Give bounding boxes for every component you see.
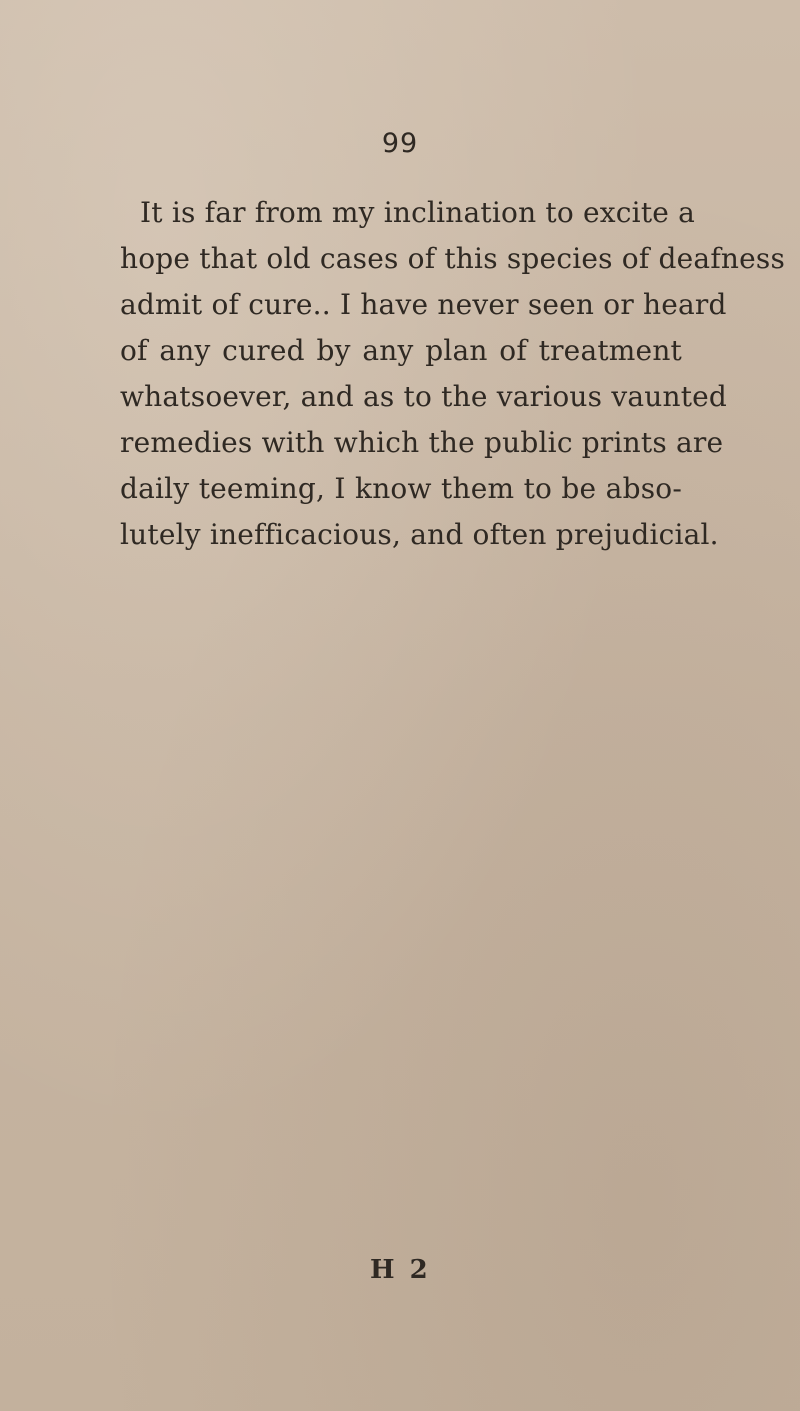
page-number: 99 bbox=[381, 128, 419, 159]
text-line: daily teeming, I know them to be abso- bbox=[120, 472, 682, 505]
text-line: whatsoever, and as to the various vaunted bbox=[120, 380, 728, 413]
text-line: admit of cure.. I have never seen or heard bbox=[120, 288, 727, 321]
signature-mark: H 2 bbox=[370, 1255, 431, 1285]
text-line: lutely inefficacious, and often prejudicial. bbox=[120, 518, 719, 551]
text-line: remedies with which the public prints are bbox=[120, 426, 724, 459]
text-line: It is far from my inclination to excite a bbox=[140, 196, 696, 229]
text-line: of any cured by any plan of treatment bbox=[120, 334, 682, 367]
body-paragraph bbox=[120, 190, 786, 558]
text-line: hope that old cases of this species of deafness bbox=[120, 242, 786, 275]
